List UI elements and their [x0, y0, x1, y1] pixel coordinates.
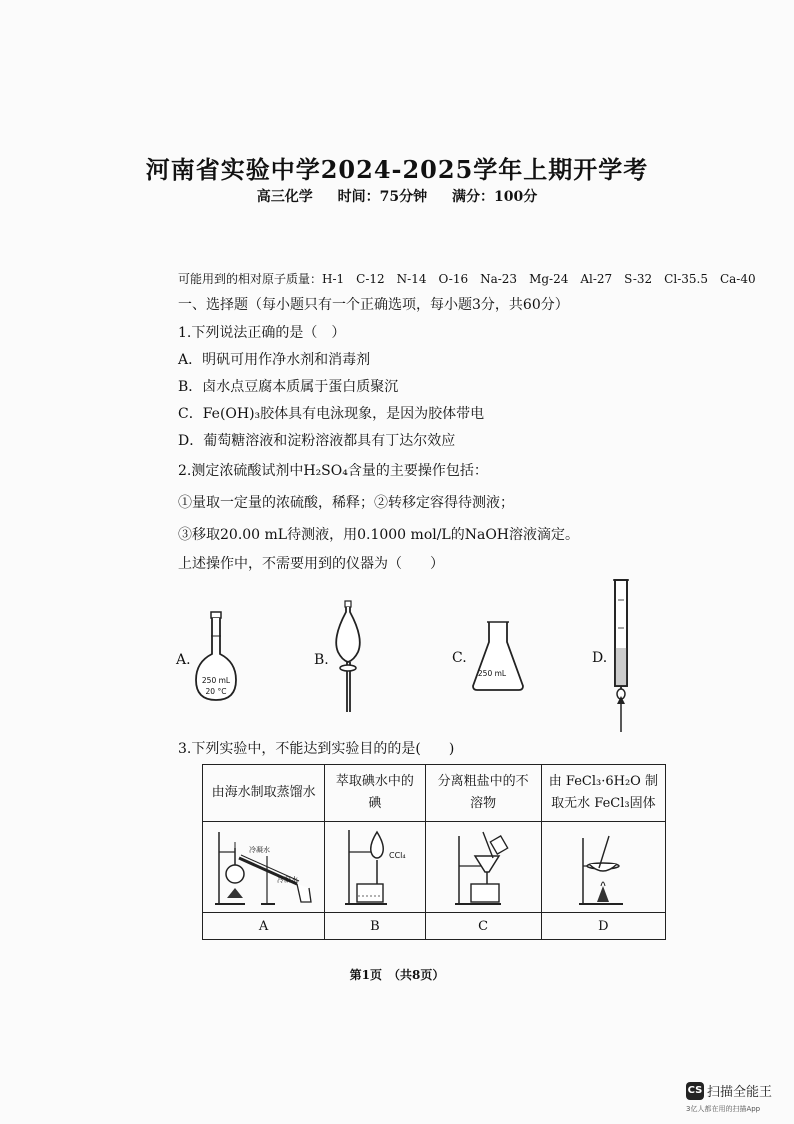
question-1-option-a: A．明矾可用作净水剂和消毒剂 [178, 352, 371, 368]
experiment-table [202, 764, 666, 940]
question-3-stem: 3.下列实验中，不能达到实验目的的是( ) [178, 741, 455, 757]
flask-temp-text: 20 °C [205, 687, 227, 696]
header-b-text-1: 萃取碘水中的 [335, 774, 414, 789]
scanner-tagline: 3亿人都在用的扫描App [686, 1105, 761, 1113]
extraction-apparatus-icon [327, 822, 423, 908]
question-2-step-1: ①量取一定量的浓硫酸，稀释；②转移定容得待测液； [178, 495, 514, 511]
option-a-label: A. [176, 652, 191, 668]
score-label: 满分：100分 [452, 189, 538, 205]
header-cell-c [425, 765, 541, 822]
section-heading: 一、选择题（每小题只有一个正确选项，每小题3分，共60分） [178, 297, 569, 313]
extraction-cell [325, 822, 425, 913]
label-cell-a: A [203, 913, 325, 940]
question-1-option-d: D．葡萄糖溶液和淀粉溶液都具有丁达尔效应 [178, 433, 456, 449]
header-cell-a [203, 765, 325, 822]
scanner-name: 扫描全能王 [707, 1085, 773, 1100]
scanner-logo-icon: CS [686, 1082, 704, 1100]
header-b-text-2: 碘 [368, 796, 382, 811]
label-cell-b: B [325, 913, 425, 940]
distillation-apparatus-icon [205, 822, 323, 908]
header-d-text-2: 取无水 FeCl₃固体 [551, 796, 656, 811]
option-d-label: D. [592, 650, 608, 666]
erlenmeyer-volume-text: 250 mL [477, 669, 507, 678]
subject-label: 高三化学 [256, 189, 313, 205]
label-cell-c: C [425, 913, 541, 940]
header-cell-b [325, 765, 425, 822]
cold-water-in-text: 冷凝水 [248, 846, 270, 854]
flask-volume-text: 250 mL [201, 676, 231, 685]
volumetric-flask-icon [192, 610, 240, 702]
question-1-option-c: C．Fe(OH)₃胶体具有电泳现象，是因为胶体带电 [178, 406, 485, 422]
header-d-text-1: 由 FeCl₃·6H₂O 制 [548, 774, 658, 789]
burette-icon [606, 578, 636, 736]
table-label-row [203, 913, 666, 940]
exam-subtitle [0, 186, 794, 206]
time-label: 时间：75分钟 [337, 189, 428, 205]
erlenmeyer-flask-icon [470, 620, 526, 692]
header-c-text-2: 溶物 [470, 796, 497, 811]
separatory-funnel-icon [330, 600, 366, 716]
evaporation-cell [541, 822, 665, 913]
header-a-text: 由海水制取蒸馏水 [211, 785, 316, 800]
question-1-stem: 1.下列说法正确的是（ ） [178, 325, 346, 341]
question-1-option-b: B．卤水点豆腐本质属于蛋白质聚沉 [178, 379, 399, 395]
header-cell-d [541, 765, 665, 822]
label-cell-d: D [541, 913, 665, 940]
option-b-label: B. [314, 652, 329, 668]
page-footer: 第1页 （共8页） [349, 968, 445, 982]
question-2-step-2: ③移取20.00 mL待测液，用0.1000 mol/L的NaOH溶液滴定。 [178, 527, 580, 543]
evaporation-apparatus-icon [543, 822, 663, 908]
option-c-label: C. [452, 650, 467, 666]
cold-water-out-text: 冷凝水 [276, 876, 298, 884]
header-c-text-1: 分离粗盐中的不 [437, 774, 529, 789]
table-header-row [203, 765, 666, 822]
table-image-row [203, 822, 666, 913]
filtration-cell [425, 822, 541, 913]
question-2-question: 上述操作中，不需要用到的仪器为（ ） [178, 556, 444, 572]
scanner-watermark [686, 1080, 786, 1114]
filtration-apparatus-icon [427, 822, 539, 908]
atomic-masses: 可能用到的相对原子质量：H-1 C-12 N-14 O-16 Na-23 Mg-24 Al-27 S-32 Cl-35.5 Ca-40 [178, 272, 756, 286]
distillation-cell [203, 822, 325, 913]
question-2-stem: 2.测定浓硫酸试剂中H₂SO₄含量的主要操作包括： [178, 463, 488, 479]
ccl4-text: CCl₄ [388, 851, 406, 860]
exam-title: 河南省实验中学2024-2025学年上期开学考 [145, 155, 649, 184]
